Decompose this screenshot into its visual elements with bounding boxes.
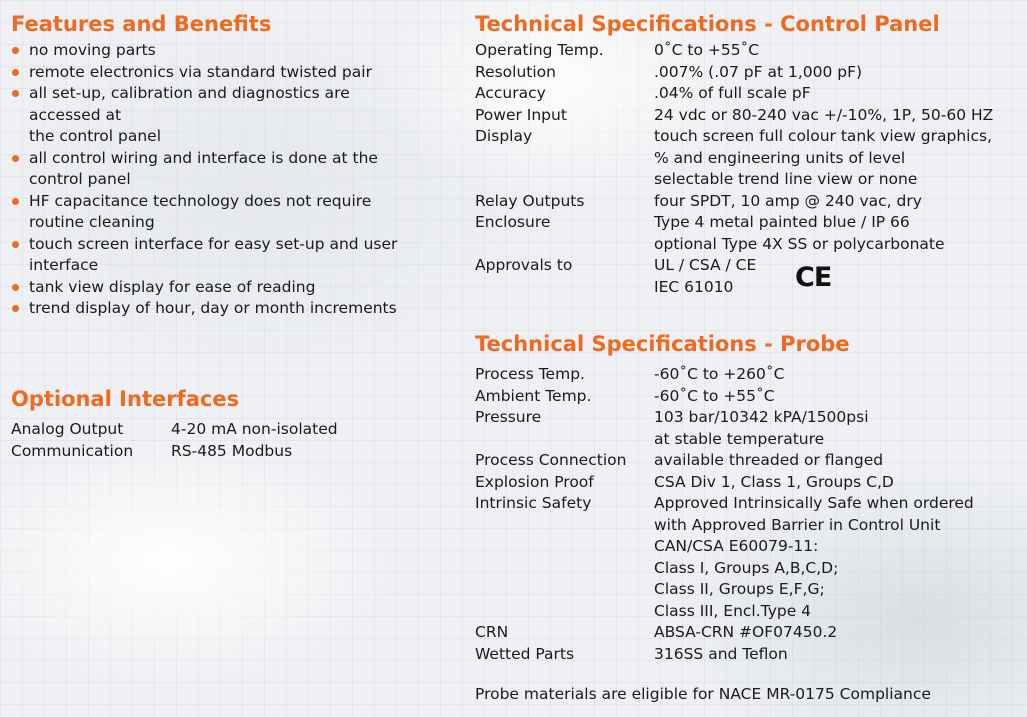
spec-value: UL / CSA / CE (654, 256, 757, 274)
spec-label-blank (475, 277, 654, 299)
interface-label: Communication (11, 441, 134, 460)
spec-label: CRN (475, 623, 509, 641)
feature-text: accessed at (29, 105, 122, 124)
feature-item (11, 234, 451, 277)
optional-interfaces-heading: Optional Interfaces (11, 387, 240, 411)
spec-label-blank (475, 148, 654, 170)
feature-text: routine cleaning (29, 213, 155, 231)
spec-value: 24 vdc or 80-240 vac +/-10%, 1P, 50-60 HZ (654, 105, 994, 124)
control-panel-heading: Technical Specifications - Control Panel (475, 12, 940, 36)
control-spec-row (475, 255, 993, 277)
spec-value: Approved Intrinsically Safe when ordered (654, 494, 974, 512)
interface-row (11, 441, 338, 463)
feature-item (11, 298, 451, 320)
spec-value: 103 bar/10342 kPA/1500psi (654, 408, 869, 426)
spec-label: Power Input (475, 105, 567, 124)
control-spec-row (475, 105, 993, 127)
spec-label: Display (475, 127, 533, 145)
feature-text: interface (29, 256, 99, 274)
control-spec-row (475, 277, 993, 299)
spec-value: Class I, Groups A,B,C,D; (654, 558, 839, 577)
spec-value: Class II, Groups E,F,G; (654, 580, 825, 598)
probe-spec-row (475, 429, 974, 451)
spec-label-blank (475, 536, 654, 558)
probe-spec-row (475, 407, 974, 429)
features-list (11, 40, 451, 320)
spec-label: Enclosure (475, 213, 551, 231)
control-spec-row (475, 234, 993, 256)
spec-value: IEC 61010 (654, 277, 734, 296)
bullet-dot-icon (12, 155, 19, 162)
bullet-dot-icon (12, 241, 19, 248)
feature-text: no moving parts (29, 41, 156, 59)
control-spec-row (475, 212, 993, 234)
probe-spec-row (475, 364, 974, 386)
interface-row (11, 419, 338, 441)
control-spec-row (475, 191, 993, 213)
probe-spec-row (475, 450, 974, 472)
spec-label: Resolution (475, 62, 556, 81)
bullet-dot-icon (12, 47, 19, 54)
spec-value: touch screen full colour tank view graphics, (654, 127, 992, 145)
spec-label-blank (475, 169, 654, 191)
bullet-dot-icon (12, 69, 19, 76)
spec-value: at stable temperature (654, 429, 825, 448)
spec-label: Approvals to (475, 256, 573, 274)
spec-label-blank (475, 579, 654, 601)
feature-text: the control panel (29, 127, 162, 145)
control-spec-row (475, 126, 993, 148)
feature-item (11, 83, 451, 148)
spec-value: .04% of full scale pF (654, 84, 811, 102)
feature-item (11, 277, 451, 299)
feature-text: control panel (29, 170, 131, 188)
spec-value: ABSA-CRN #OF07450.2 (654, 623, 838, 641)
spec-label-blank (475, 601, 654, 623)
spec-label-blank (475, 429, 654, 451)
spec-label: Intrinsic Safety (475, 494, 592, 512)
spec-value: with Approved Barrier in Control Unit (654, 515, 941, 534)
control-spec-row (475, 40, 993, 62)
spec-value: available threaded or flanged (654, 451, 884, 469)
feature-text: remote electronics via standard twisted pair (29, 62, 372, 81)
spec-label: Ambient Temp. (475, 386, 592, 405)
feature-item (11, 40, 451, 62)
spec-value: Type 4 metal painted blue / IP 66 (654, 213, 910, 231)
feature-text: tank view display for ease of reading (29, 277, 316, 296)
optional-interfaces-table (11, 419, 338, 462)
bullet-dot-icon (12, 198, 19, 205)
control-spec-row (475, 148, 993, 170)
spec-label-blank (475, 234, 654, 256)
spec-label: Accuracy (475, 84, 546, 102)
probe-spec-row (475, 493, 974, 515)
feature-text: HF capacitance technology does not require (29, 191, 372, 210)
spec-value: CSA Div 1, Class 1, Groups C,D (654, 472, 894, 491)
spec-label: Operating Temp. (475, 41, 604, 59)
feature-item (11, 62, 451, 84)
spec-value: -60˚C to +55˚C (654, 386, 775, 405)
probe-spec-row (475, 622, 974, 644)
probe-heading: Technical Specifications - Probe (475, 332, 850, 356)
probe-spec-row (475, 579, 974, 601)
interface-value: RS-485 Modbus (171, 441, 293, 460)
probe-spec-row (475, 472, 974, 494)
spec-value: .007% (.07 pF at 1,000 pF) (654, 62, 863, 81)
probe-spec-table (475, 364, 974, 665)
spec-value: 316SS and Teflon (654, 644, 788, 663)
probe-spec-row (475, 644, 974, 666)
probe-spec-row (475, 558, 974, 580)
bullet-dot-icon (12, 305, 19, 312)
feature-text: touch screen interface for easy set-up and user (29, 234, 398, 253)
probe-spec-row (475, 515, 974, 537)
features-heading: Features and Benefits (11, 12, 272, 36)
spec-value: CAN/CSA E60079-11: (654, 537, 819, 555)
nace-compliance-note: Probe materials are eligible for NACE MR-0175 Compliance (475, 685, 931, 703)
bullet-dot-icon (12, 284, 19, 291)
spec-value: selectable trend line view or none (654, 170, 918, 188)
feature-item (11, 191, 451, 234)
control-spec-row (475, 62, 993, 84)
probe-spec-row (475, 601, 974, 623)
spec-value: -60˚C to +260˚C (654, 365, 785, 383)
interface-value: 4-20 mA non-isolated (171, 420, 338, 438)
spec-value: Class III, Encl.Type 4 (654, 601, 812, 620)
interface-label: Analog Output (11, 420, 124, 438)
ce-mark-logo: CE (795, 262, 832, 293)
control-spec-row (475, 169, 993, 191)
feature-item (11, 148, 451, 191)
spec-value: optional Type 4X SS or polycarbonate (654, 234, 945, 253)
probe-spec-row (475, 536, 974, 558)
spec-label-blank (475, 515, 654, 537)
spec-value: % and engineering units of level (654, 148, 906, 167)
spec-label: Explosion Proof (475, 472, 594, 491)
spec-value: 0˚C to +55˚C (654, 41, 760, 59)
control-panel-spec-table (475, 40, 993, 298)
spec-label: Process Connection (475, 451, 627, 469)
spec-label-blank (475, 558, 654, 580)
spec-value: four SPDT, 10 amp @ 240 vac, dry (654, 191, 922, 210)
feature-text: all control wiring and interface is done at the (29, 148, 378, 167)
bullet-dot-icon (12, 90, 19, 97)
feature-text: trend display of hour, day or month increments (29, 299, 397, 317)
spec-label: Wetted Parts (475, 644, 575, 663)
spec-label: Process Temp. (475, 365, 585, 383)
spec-label: Pressure (475, 408, 542, 426)
probe-spec-row (475, 386, 974, 408)
control-spec-row (475, 83, 993, 105)
feature-text: all set-up, calibration and diagnostics are (29, 84, 350, 102)
spec-label: Relay Outputs (475, 191, 585, 210)
